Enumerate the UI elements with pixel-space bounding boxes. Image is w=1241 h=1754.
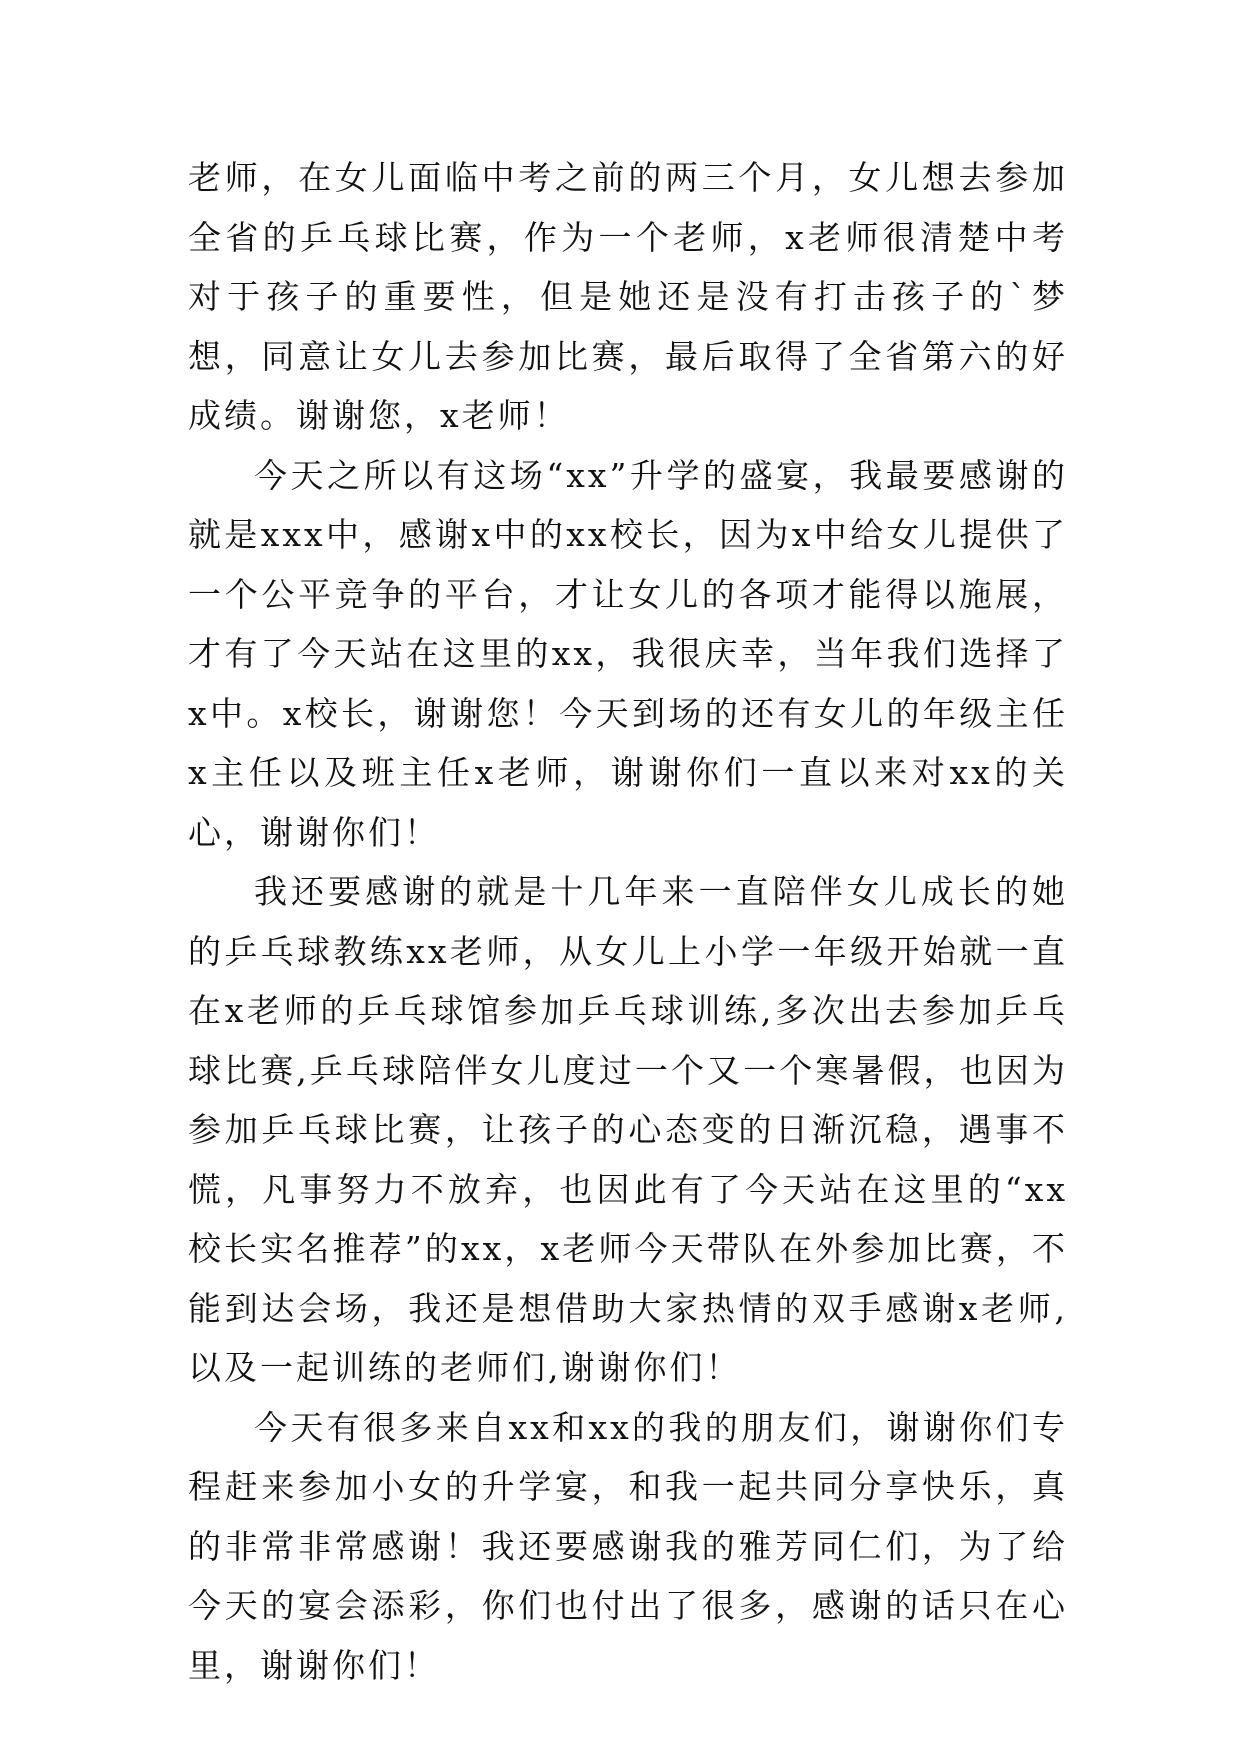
document-body bbox=[188, 148, 1068, 1695]
paragraph-1: 老师，在女儿面临中考之前的两三个月，女儿想去参加全省的乒乓球比赛，作为一个老师，x老师很清楚中考对于孩子的重要性，但是她还是没有打击孩子的`梦想，同意让女儿去参加比赛，最后取得了全省第六的好成绩。谢谢您，x老师！ bbox=[188, 158, 1068, 435]
paragraph-3: 我还要感谢的就是十几年来一直陪伴女儿成长的她的乒乓球教练xx老师，从女儿上小学一年级开始就一直在x老师的乒乓球馆参加乒乓球训练,多次出去参加乒乓球比赛,乒乓球陪伴女儿度过一个又一个寒暑假，也因为参加乒乓球比赛，让孩子的心态变的日渐沉稳，遇事不慌，凡事努力不放弃，也因此有了今天站在这里的“xx校长实名推荐”的xx，x老师今天带队在外参加比赛，不能到达会场，我还是想借助大家热情的双手感谢x老师,以及一起训练的老师们,谢谢你们！ bbox=[188, 872, 1068, 1387]
paragraph-2: 今天之所以有这场“xx”升学的盛宴，我最要感谢的就是xxx中，感谢x中的xx校长，因为x中给女儿提供了一个公平竞争的平台，才让女儿的各项才能得以施展，才有了今天站在这里的xx，我很庆幸，当年我们选择了x中。x校长，谢谢您！今天到场的还有女儿的年级主任x主任以及班主任x老师，谢谢你们一直以来对xx的关心，谢谢你们！ bbox=[188, 455, 1068, 852]
paragraph-4: 今天有很多来自xx和xx的我的朋友们，谢谢你们专程赶来参加小女的升学宴，和我一起共同分享快乐，真的非常非常感谢！我还要感谢我的雅芳同仁们，为了给今天的宴会添彩，你们也付出了很多，感谢的话只在心里，谢谢你们！ bbox=[188, 1407, 1068, 1685]
